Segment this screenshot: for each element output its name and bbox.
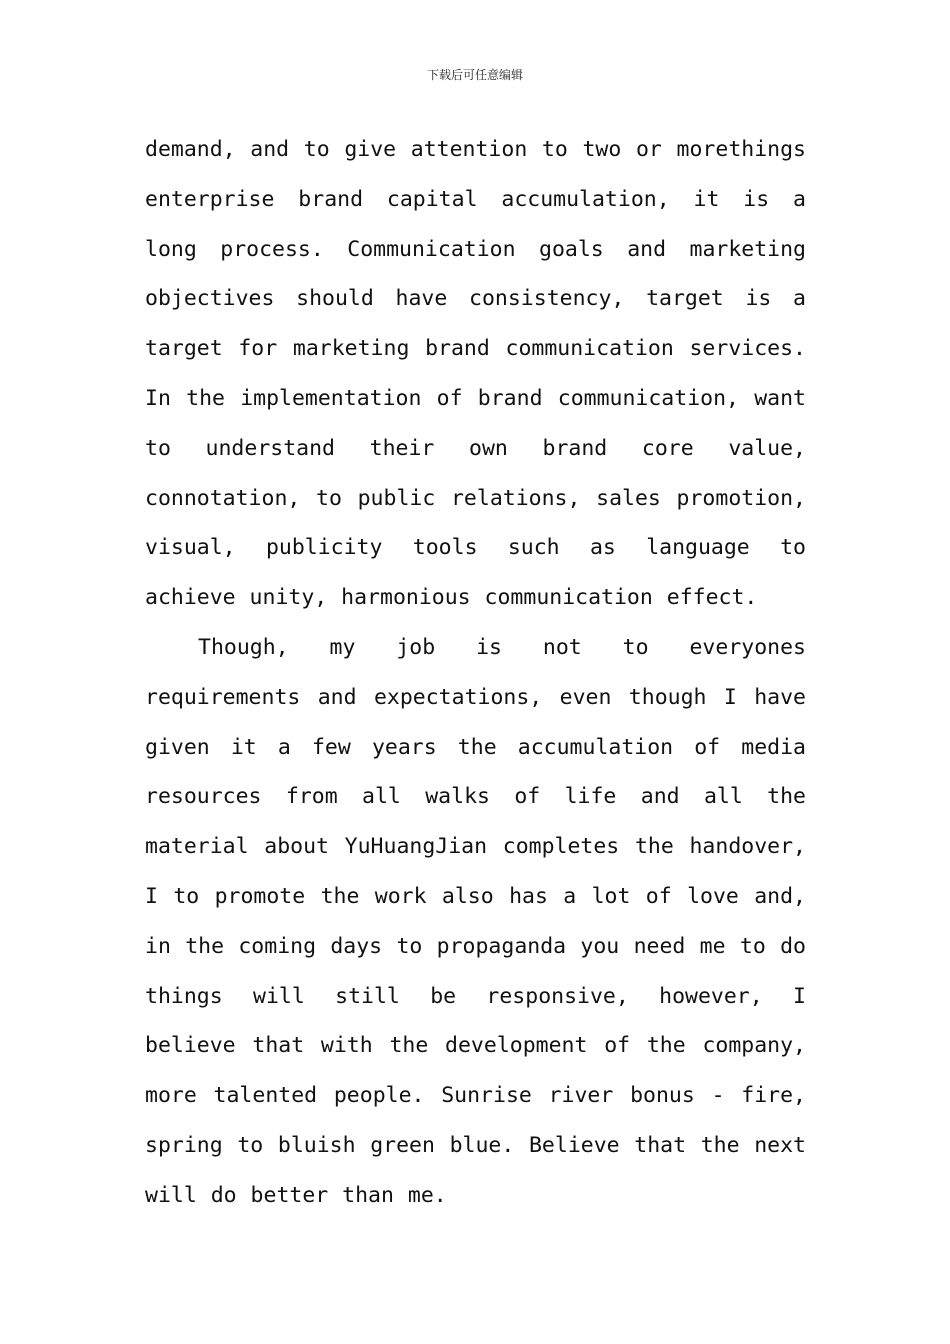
document-body bbox=[145, 125, 806, 1221]
paragraph-2: Though, my job is not to everyones requirements and expectations, even though I have given it a few years the accumulation of media resources from all walks of life and all the material about YuHuangJian completes the handover, I to promote the work also has a lot of love and, in the coming days to propaganda you need me to do things will still be responsive, however, I believe that with the development of the company, more talented people. Sunrise river bonus - fire, spring to bluish green blue. Believe that the next will do better than me. bbox=[145, 634, 806, 1208]
page-header: 下载后可任意编辑 bbox=[426, 68, 523, 82]
paragraph-1: demand, and to give attention to two or morethings enterprise brand capital accumulation, it is a long process. Communication goals and marketing objectives should have consistency, target is a target for marketing brand communication services. In the implementation of brand communication, want to understand their own brand core value, connotation, to public relations, sales promotion, visual, publicity tools such as language to achieve unity, harmonious communication effect. bbox=[145, 137, 806, 611]
